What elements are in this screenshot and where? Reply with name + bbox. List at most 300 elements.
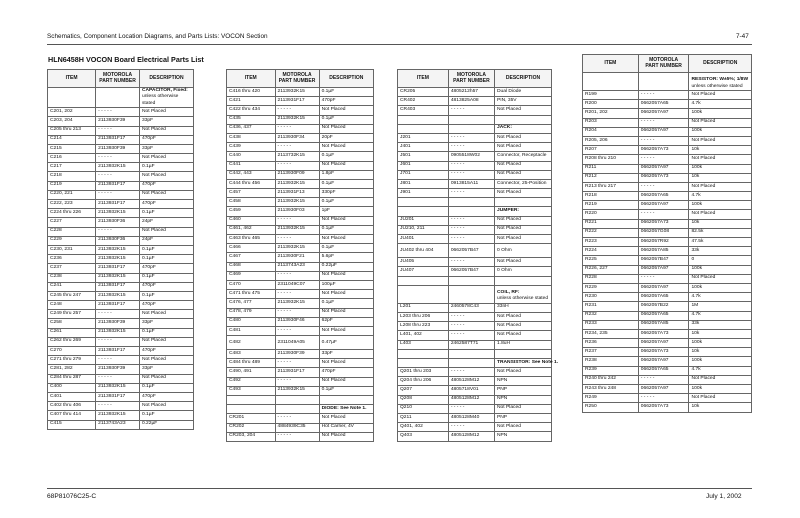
description-cell: 470pF (139, 181, 193, 190)
part-number-cell: 2113932K15 (96, 411, 140, 420)
part-number-cell: 0662057A97 (638, 265, 689, 274)
description-column-header: DESCRIPTION (139, 70, 193, 88)
table-row (48, 190, 194, 199)
blank-cell (398, 198, 449, 207)
description-cell: Not Placed (495, 133, 552, 142)
part-number-cell: 2113931F17 (96, 264, 140, 273)
part-number-cell: 2113743A23 (275, 262, 319, 271)
part-number-cell: 2113931F17 (96, 301, 140, 310)
description-cell: 0.1µF (319, 299, 373, 308)
part-number-column-header: MOTOROLA PART NUMBER (96, 70, 140, 88)
item-cell: R243 thru 248 (583, 385, 639, 394)
description-cell: 0.1µF (319, 386, 373, 395)
table-row (583, 146, 752, 155)
part-number-cell: 2462587T71 (448, 340, 494, 349)
description-cell: 47.5k (689, 238, 752, 247)
part-number-cell: - - - - - (448, 161, 494, 170)
table-row (583, 118, 752, 127)
table-row (583, 311, 752, 320)
part-number-cell: - - - - - (638, 182, 689, 191)
part-number-cell: 2113932K15 (275, 198, 319, 207)
table-row (227, 124, 374, 133)
blank-cell (319, 396, 373, 405)
table-row (227, 326, 374, 335)
part-number-cell: 0662057A97 (638, 339, 689, 348)
blank-row (398, 198, 552, 207)
description-cell: 33k (689, 247, 752, 256)
item-cell: C435 (227, 115, 276, 124)
table-row (398, 414, 552, 423)
description-cell: 470pF (139, 392, 193, 401)
description-cell: 33pF (139, 319, 193, 328)
table-row (227, 280, 374, 289)
table-row (48, 383, 194, 392)
item-column-header: ITEM (583, 55, 639, 73)
part-number-cell: 0662057A73 (638, 173, 689, 182)
item-cell: R207 (583, 146, 639, 155)
part-number-cell: - - - - - (96, 108, 140, 117)
part-number-cell: - - - - - (275, 271, 319, 280)
item-cell: R205, 206 (583, 136, 639, 145)
description-cell: 470pF (139, 282, 193, 291)
description-cell: 470pF (319, 368, 373, 377)
item-cell: R236 (583, 339, 639, 348)
part-number-cell: - - - - - (448, 143, 494, 152)
description-cell: 0.1µF (319, 179, 373, 188)
description-cell: 4.7k (689, 192, 752, 201)
table-row (227, 253, 374, 262)
section-heading-row (227, 405, 374, 414)
table-row (583, 357, 752, 366)
description-cell: 0.1µF (319, 225, 373, 234)
description-cell: 10k (689, 219, 752, 228)
table-row (48, 236, 194, 245)
part-number-cell: 2113930F39 (96, 117, 140, 126)
description-cell: Not Placed (689, 118, 752, 127)
table-header-row (227, 70, 374, 88)
part-number-cell: - - - - - (96, 337, 140, 346)
blank-cell (398, 358, 449, 367)
item-cell: R229 (583, 283, 639, 292)
description-cell: Not Placed (319, 106, 373, 115)
item-cell: C230, 231 (48, 245, 96, 254)
section-title: RESISTOR: W±5%; 1/8W (691, 77, 749, 83)
item-cell: R234, 235 (583, 329, 639, 338)
item-cell: R228 (583, 274, 639, 283)
part-number-cell: - - - - - (638, 394, 689, 403)
description-cell: 10k (689, 329, 752, 338)
item-cell: C415 (48, 420, 96, 429)
part-number-cell: 0662057A85 (638, 320, 689, 329)
item-cell: R231 (583, 302, 639, 311)
item-cell: R224 (583, 247, 639, 256)
part-number-cell: 0662057B22 (638, 302, 689, 311)
description-cell: 4.7k (689, 366, 752, 375)
table-row (227, 133, 374, 142)
table-row (227, 336, 374, 350)
parts-table-4 (582, 54, 752, 413)
blank-cell (495, 115, 552, 124)
blank-cell (96, 88, 140, 108)
description-cell: PNP (495, 414, 552, 423)
part-number-cell: 0662057G08 (638, 228, 689, 237)
item-cell: J401 (398, 143, 449, 152)
description-cell: 20pF (319, 133, 373, 142)
table-row (227, 377, 374, 386)
item-cell: C490, 491 (227, 368, 276, 377)
item-cell: L208 thru 223 (398, 322, 449, 331)
part-number-cell: - - - - - (638, 210, 689, 219)
table-row (583, 375, 752, 384)
description-cell: 470pF (139, 301, 193, 310)
table-row (398, 395, 552, 404)
part-number-cell: 2113932K15 (96, 163, 140, 172)
item-cell: R208 thru 210 (583, 155, 639, 164)
item-cell: Q201 thru 203 (398, 368, 449, 377)
section-heading (689, 73, 752, 91)
part-number-cell: - - - - - (275, 161, 319, 170)
description-cell: 33k (689, 320, 752, 329)
part-number-cell: 2113932K15 (275, 299, 319, 308)
item-cell: R219 (583, 201, 639, 210)
part-number-cell: - - - - - (96, 154, 140, 163)
item-cell: JU405 (398, 258, 449, 267)
description-cell: Not Placed (319, 124, 373, 133)
section-heading-row (48, 88, 194, 108)
description-cell: 0.1µF (139, 411, 193, 420)
table-row (227, 290, 374, 299)
part-number-cell: 2113932K15 (96, 383, 140, 392)
part-number-cell: 2113932K15 (275, 88, 319, 97)
description-cell: 0.47µF (319, 336, 373, 350)
section-heading-row (398, 207, 552, 216)
item-cell: C284 thru 287 (48, 374, 96, 383)
item-cell: CR201 (227, 414, 276, 423)
part-number-column-header: MOTOROLA PART NUMBER (448, 70, 494, 88)
part-number-cell: 0662057A65 (638, 192, 689, 201)
table-row (583, 320, 752, 329)
table-row (398, 303, 552, 312)
part-number-cell: 2113932K15 (275, 386, 319, 395)
item-cell: R199 (583, 91, 639, 100)
description-cell: Not Placed (495, 235, 552, 244)
table-row (583, 127, 752, 136)
page-number: 7-47 (736, 33, 749, 40)
item-cell: C438 (227, 133, 276, 142)
description-cell: 0.1µF (319, 198, 373, 207)
description-cell: Not Placed (319, 161, 373, 170)
table-row (48, 245, 194, 254)
description-cell: NPN (495, 377, 552, 386)
part-number-cell: 2113930F46 (275, 317, 319, 326)
description-cell: Not Placed (139, 190, 193, 199)
table-header-row (583, 55, 752, 73)
table-row (398, 423, 552, 432)
table-row (583, 109, 752, 118)
table-row (48, 411, 194, 420)
part-number-cell: - - - - - (275, 432, 319, 441)
description-cell: Not Placed (495, 331, 552, 340)
section-subtitle: unless otherwise stated (691, 83, 743, 89)
description-cell: 470pF (139, 347, 193, 356)
item-cell: R212 (583, 173, 639, 182)
part-number-cell: 0662057A97 (638, 283, 689, 292)
table-header-row (48, 70, 194, 88)
part-number-cell: - - - - - (96, 172, 140, 181)
table-row (583, 329, 752, 338)
description-cell: 24pF (139, 218, 193, 227)
item-cell: C441 (227, 161, 276, 170)
description-cell: Dual Diode (495, 88, 552, 97)
part-number-cell: 0662057A65 (638, 293, 689, 302)
item-cell: C201, 202 (48, 108, 96, 117)
table-row (48, 310, 194, 319)
item-cell: C478, 479 (227, 308, 276, 317)
description-cell: 4.7k (689, 100, 752, 109)
item-cell: C484 thru 489 (227, 359, 276, 368)
item-cell: R222 (583, 228, 639, 237)
table-row (227, 106, 374, 115)
blank-cell (495, 349, 552, 358)
description-cell: Not Placed (495, 189, 552, 198)
description-cell: NPN (495, 432, 552, 441)
section-heading (319, 405, 373, 414)
part-number-cell: - - - - - (638, 274, 689, 283)
table-row (48, 291, 194, 300)
part-number-cell: 2113931F17 (96, 392, 140, 401)
description-cell: 0.22µF (319, 262, 373, 271)
table-row (48, 337, 194, 346)
table-row (227, 414, 374, 423)
description-cell: Not Placed (139, 402, 193, 411)
description-cell: 0 (689, 256, 752, 265)
item-cell: J901 (398, 189, 449, 198)
table-row (583, 136, 752, 145)
table-row (48, 209, 194, 218)
description-cell: 100k (689, 265, 752, 274)
table-row (398, 179, 552, 188)
part-number-cell: 2113930F39 (96, 144, 140, 153)
table-row (227, 386, 374, 395)
part-number-cell: 2113931F17 (96, 347, 140, 356)
part-number-cell: 2113930F39 (96, 319, 140, 328)
description-cell: 4.7k (689, 311, 752, 320)
part-number-cell: 0662057R92 (638, 238, 689, 247)
part-number-cell: - - - - - (448, 106, 494, 115)
item-cell: C236 (48, 255, 96, 264)
table-row (398, 152, 552, 161)
description-cell: 0 Ohm (495, 244, 552, 258)
part-number-cell: 4805718V01 (448, 386, 494, 395)
table-row (227, 262, 374, 271)
item-cell: C218 (48, 172, 96, 181)
part-number-cell: - - - - - (275, 326, 319, 335)
item-cell: C203, 204 (48, 117, 96, 126)
description-cell: 0.1µF (139, 245, 193, 254)
table-row (227, 161, 374, 170)
section-heading (495, 207, 552, 216)
item-cell: R204 (583, 127, 639, 136)
table-row (227, 115, 374, 124)
part-number-cell: - - - - - (275, 216, 319, 225)
table-row (227, 299, 374, 308)
description-cell: 100k (689, 201, 752, 210)
table-row (48, 126, 194, 135)
table-row (227, 152, 374, 161)
part-number-cell: 0662057A97 (638, 109, 689, 118)
item-cell: C468 (227, 262, 276, 271)
item-cell: C467 (227, 253, 276, 262)
description-cell: Not Placed (319, 359, 373, 368)
table-row (227, 143, 374, 152)
table-row (398, 368, 552, 377)
description-cell: Hot Carrier, 4V (319, 423, 373, 432)
description-cell: 100k (689, 127, 752, 136)
part-number-cell: 2113932K15 (275, 179, 319, 188)
description-cell: Not Placed (319, 414, 373, 423)
part-number-cell: - - - - - (448, 404, 494, 413)
table-row (227, 225, 374, 234)
description-cell: 470pF (319, 97, 373, 106)
parts-list-title: HLN6458H VOCON Board Electrical Parts List (48, 55, 204, 64)
part-number-cell: - - - - - (448, 216, 494, 225)
description-cell: Not Placed (139, 227, 193, 236)
table-row (398, 189, 552, 198)
item-cell: J501 (398, 152, 449, 161)
item-cell: CR203, 204 (227, 432, 276, 441)
description-cell: 470pF (139, 200, 193, 209)
table-row (227, 179, 374, 188)
description-cell: PIN, 35V (495, 97, 552, 106)
item-cell: C401 (48, 392, 96, 401)
table-row (227, 207, 374, 216)
table-row (583, 403, 752, 412)
description-cell: 0.1µF (139, 328, 193, 337)
part-number-cell: - - - - - (448, 312, 494, 321)
table-row (583, 274, 752, 283)
item-cell: C480 (227, 317, 276, 326)
item-cell: R211 (583, 164, 639, 173)
item-cell: Q204 thru 206 (398, 377, 449, 386)
description-cell: 0.1µF (319, 152, 373, 161)
section-subtitle: unless otherwise stated (497, 296, 549, 302)
blank-cell (48, 88, 96, 108)
blank-cell (448, 198, 494, 207)
item-cell: R239 (583, 366, 639, 375)
part-number-cell: - - - - - (638, 375, 689, 384)
blank-cell (398, 285, 449, 303)
description-cell: Not Placed (689, 375, 752, 384)
item-cell: R200 (583, 100, 639, 109)
item-cell: Q403 (398, 432, 449, 441)
part-number-cell: 2113932K15 (96, 291, 140, 300)
table-row (398, 404, 552, 413)
description-cell: 1.8uH (495, 340, 552, 349)
table-row (583, 283, 752, 292)
part-number-cell: - - - - - (96, 356, 140, 365)
table-row (227, 189, 374, 198)
part-number-cell: - - - - - (96, 126, 140, 135)
item-cell: R213 thru 217 (583, 182, 639, 191)
part-number-cell: - - - - - (275, 414, 319, 423)
description-cell: 100k (689, 385, 752, 394)
table-row (583, 256, 752, 265)
part-number-cell: 2113932K15 (96, 328, 140, 337)
part-number-cell: - - - - - (275, 106, 319, 115)
item-cell: Q210 (398, 404, 449, 413)
item-cell: C271 thru 279 (48, 356, 96, 365)
item-cell: J201 (398, 133, 449, 142)
description-cell: 1pF (319, 207, 373, 216)
table-row (48, 301, 194, 310)
section-heading-row (583, 73, 752, 91)
table-row (48, 356, 194, 365)
item-cell: Q211 (398, 414, 449, 423)
part-number-cell: 4884939C35 (275, 423, 319, 432)
table-row (48, 264, 194, 273)
section-heading-row (398, 358, 552, 367)
item-cell: C224 thru 226 (48, 209, 96, 218)
blank-cell (448, 349, 494, 358)
description-cell: 33pF (139, 117, 193, 126)
item-cell: R240 thru 242 (583, 375, 639, 384)
item-cell: C442, 443 (227, 170, 276, 179)
table-row (48, 402, 194, 411)
part-number-cell: - - - - - (448, 225, 494, 234)
item-cell: C457 (227, 189, 276, 198)
description-cell: Not Placed (495, 106, 552, 115)
table-row (48, 172, 194, 181)
part-number-cell: 0913815A11 (448, 179, 494, 188)
item-cell: CR402 (398, 97, 449, 106)
description-cell: 33pF (139, 144, 193, 153)
item-cell: J801 (398, 179, 449, 188)
table-row (398, 97, 552, 106)
description-cell: Not Placed (495, 423, 552, 432)
part-number-cell: 0905518W02 (448, 152, 494, 161)
description-cell: Not Placed (139, 172, 193, 181)
part-number-cell: 2113930F34 (275, 133, 319, 142)
item-cell: C421 (227, 97, 276, 106)
item-cell: R225 (583, 256, 639, 265)
table-row (48, 420, 194, 429)
table-row (227, 198, 374, 207)
description-cell: PNP (495, 386, 552, 395)
table-row (583, 265, 752, 274)
part-number-cell: - - - - - (275, 290, 319, 299)
part-number-cell: 2113930F36 (96, 236, 140, 245)
description-cell: 470pF (139, 135, 193, 144)
table-row (227, 368, 374, 377)
description-cell: Not Placed (319, 377, 373, 386)
table-row (583, 100, 752, 109)
item-cell: C262 thru 269 (48, 337, 96, 346)
part-number-cell: - - - - - (275, 359, 319, 368)
item-cell: C463 thru 465 (227, 235, 276, 244)
item-cell: C407 thru 414 (48, 411, 96, 420)
part-number-cell: 2113930F39 (96, 365, 140, 374)
part-number-cell: 4805128M12 (448, 395, 494, 404)
part-number-cell: 2460578C43 (448, 303, 494, 312)
item-cell: C416 thru 420 (227, 88, 276, 97)
table-row (398, 244, 552, 258)
table-row (227, 423, 374, 432)
blank-cell (638, 73, 689, 91)
description-cell: Not Placed (139, 154, 193, 163)
part-number-cell: 0662057A97 (638, 357, 689, 366)
description-column-header: DESCRIPTION (495, 70, 552, 88)
description-cell: 100k (689, 357, 752, 366)
